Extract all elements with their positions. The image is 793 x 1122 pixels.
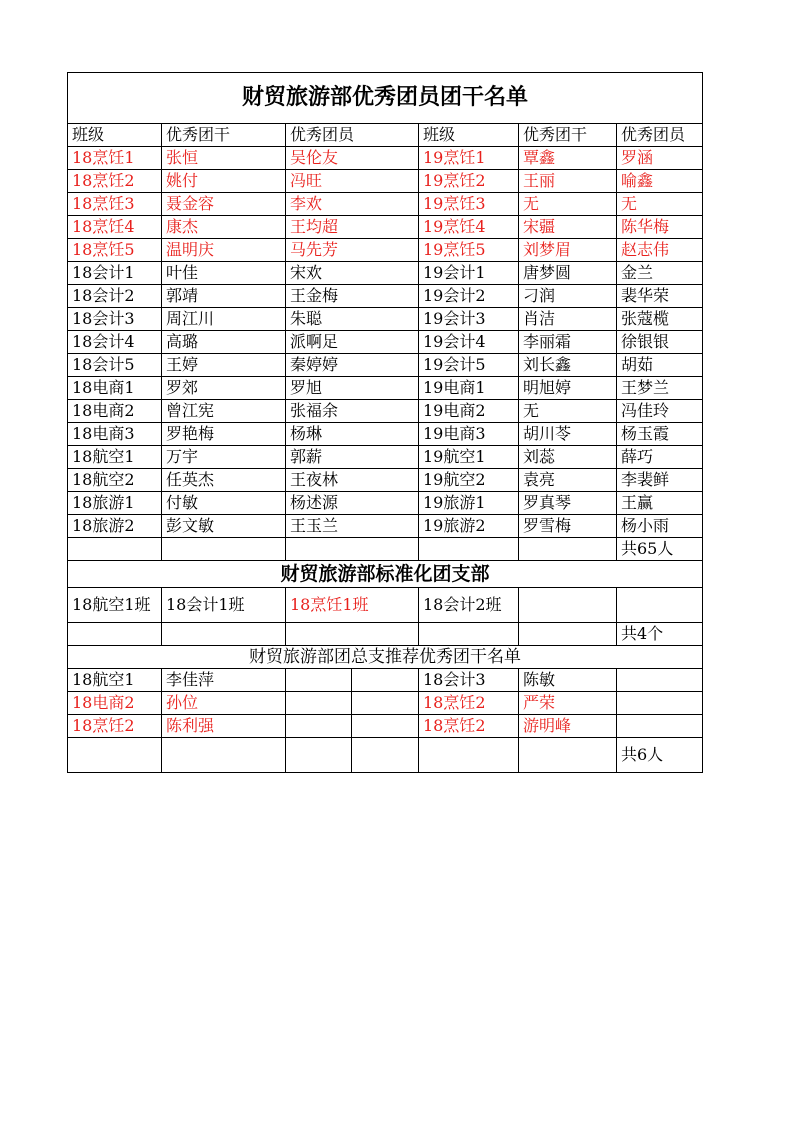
cadre-cell[interactable]: 万宇: [162, 446, 286, 469]
empty-cell[interactable]: [617, 669, 703, 692]
empty-cell[interactable]: [519, 623, 617, 646]
cadre-cell[interactable]: 刁润: [519, 285, 617, 308]
class-cell[interactable]: 18旅游1: [68, 492, 162, 515]
empty-cell[interactable]: [68, 738, 162, 773]
table-row: [68, 193, 703, 216]
empty-cell[interactable]: [162, 538, 286, 561]
table-row: [68, 170, 703, 193]
empty-cell[interactable]: [352, 669, 419, 692]
class-cell[interactable]: 19会计1: [419, 262, 519, 285]
member-cell[interactable]: 张福余: [286, 400, 419, 423]
total-row: [68, 738, 703, 773]
member-cell[interactable]: 王金梅: [286, 285, 419, 308]
empty-cell[interactable]: [162, 623, 286, 646]
empty-cell[interactable]: [519, 538, 617, 561]
member-cell[interactable]: 无: [617, 193, 703, 216]
header-row: [68, 124, 703, 147]
cadre-cell[interactable]: 袁亮: [519, 469, 617, 492]
member-cell[interactable]: 冯佳玲: [617, 400, 703, 423]
cadre-cell[interactable]: 唐梦圆: [519, 262, 617, 285]
cadre-cell[interactable]: 无: [519, 400, 617, 423]
empty-cell[interactable]: [617, 588, 703, 623]
cadre-cell[interactable]: 罗真琴: [519, 492, 617, 515]
class-cell[interactable]: 19烹饪2: [419, 170, 519, 193]
empty-cell[interactable]: [286, 738, 352, 773]
empty-cell[interactable]: [286, 538, 419, 561]
cadre-cell[interactable]: 游明峰: [519, 715, 617, 738]
class-cell[interactable]: 18烹饪2: [68, 170, 162, 193]
class-cell[interactable]: 18烹饪2: [419, 692, 519, 715]
class-cell[interactable]: 18会计3: [68, 308, 162, 331]
cadre-cell[interactable]: 李佳萍: [162, 669, 286, 692]
cadre-cell[interactable]: 付敏: [162, 492, 286, 515]
member-cell[interactable]: 喻鑫: [617, 170, 703, 193]
member-cell[interactable]: 金兰: [617, 262, 703, 285]
header-cadre-2[interactable]: 优秀团干: [519, 124, 617, 147]
table-row: [68, 492, 703, 515]
table-row: [68, 354, 703, 377]
cadre-cell[interactable]: 聂金容: [162, 193, 286, 216]
member-cell[interactable]: 秦婷婷: [286, 354, 419, 377]
class-cell[interactable]: 18电商3: [68, 423, 162, 446]
member-cell[interactable]: 宋欢: [286, 262, 419, 285]
cadre-cell[interactable]: 罗艳梅: [162, 423, 286, 446]
member-cell[interactable]: 朱聪: [286, 308, 419, 331]
table-row: [68, 692, 703, 715]
member-cell[interactable]: 王梦兰: [617, 377, 703, 400]
class-cell[interactable]: 19会计4: [419, 331, 519, 354]
empty-cell[interactable]: [68, 623, 162, 646]
class-cell[interactable]: 19会计2: [419, 285, 519, 308]
table-row: [68, 331, 703, 354]
member-cell[interactable]: 赵志伟: [617, 239, 703, 262]
class-cell[interactable]: 19烹饪5: [419, 239, 519, 262]
member-cell[interactable]: 陈华梅: [617, 216, 703, 239]
class-cell[interactable]: 18烹饪1: [68, 147, 162, 170]
cadre-cell[interactable]: 刘梦眉: [519, 239, 617, 262]
class-cell[interactable]: 18航空2: [68, 469, 162, 492]
cadre-cell[interactable]: 肖洁: [519, 308, 617, 331]
table-row: [68, 147, 703, 170]
class-cell[interactable]: 18烹饪3: [68, 193, 162, 216]
class-cell[interactable]: 18旅游2: [68, 515, 162, 538]
table-row: [68, 216, 703, 239]
member-cell[interactable]: 杨玉霞: [617, 423, 703, 446]
total-count[interactable]: 共4个: [617, 623, 703, 646]
class-cell[interactable]: 18烹饪5: [68, 239, 162, 262]
table-row: [68, 285, 703, 308]
member-cell[interactable]: 王均超: [286, 216, 419, 239]
table-row: [68, 446, 703, 469]
cadre-cell[interactable]: 王丽: [519, 170, 617, 193]
empty-cell[interactable]: [68, 538, 162, 561]
member-cell[interactable]: 薛巧: [617, 446, 703, 469]
cadre-cell[interactable]: 曾江宪: [162, 400, 286, 423]
cadre-cell[interactable]: 刘长鑫: [519, 354, 617, 377]
table-row: [68, 515, 703, 538]
class-cell[interactable]: 19旅游1: [419, 492, 519, 515]
class-cell[interactable]: 19会计5: [419, 354, 519, 377]
class-cell[interactable]: 18电商2: [68, 692, 162, 715]
cadre-cell[interactable]: 宋疆: [519, 216, 617, 239]
member-cell[interactable]: 郭薪: [286, 446, 419, 469]
member-cell[interactable]: 派啊足: [286, 331, 419, 354]
section-title[interactable]: 财贸旅游部团总支推荐优秀团干名单: [68, 646, 703, 669]
cadre-cell[interactable]: 罗雪梅: [519, 515, 617, 538]
cadre-cell[interactable]: 周江川: [162, 308, 286, 331]
member-cell[interactable]: 王夜林: [286, 469, 419, 492]
table-row: [68, 715, 703, 738]
class-cell[interactable]: 18电商1: [68, 377, 162, 400]
class-cell[interactable]: 19电商1: [419, 377, 519, 400]
empty-cell[interactable]: [419, 538, 519, 561]
section-title[interactable]: 财贸旅游部标准化团支部: [68, 561, 703, 588]
cadre-cell[interactable]: 叶佳: [162, 262, 286, 285]
branch-cell[interactable]: 18航空1班: [68, 588, 162, 623]
cadre-cell[interactable]: 王婷: [162, 354, 286, 377]
member-cell[interactable]: 冯旺: [286, 170, 419, 193]
cadre-cell[interactable]: 李丽霜: [519, 331, 617, 354]
member-cell[interactable]: 吴伦友: [286, 147, 419, 170]
class-cell[interactable]: 19航空2: [419, 469, 519, 492]
cadre-cell[interactable]: 刘蕊: [519, 446, 617, 469]
cadre-cell[interactable]: 温明庆: [162, 239, 286, 262]
member-cell[interactable]: 胡茹: [617, 354, 703, 377]
table-row: [68, 308, 703, 331]
class-cell[interactable]: 18航空1: [68, 446, 162, 469]
total-row: [68, 623, 703, 646]
cadre-cell[interactable]: 严荣: [519, 692, 617, 715]
empty-cell[interactable]: [286, 715, 352, 738]
class-cell[interactable]: 18会计5: [68, 354, 162, 377]
total-row: [68, 538, 703, 561]
class-cell[interactable]: 18电商2: [68, 400, 162, 423]
member-cell[interactable]: 杨述源: [286, 492, 419, 515]
empty-cell[interactable]: [352, 692, 419, 715]
member-cell[interactable]: 杨琳: [286, 423, 419, 446]
class-cell[interactable]: 18会计3: [419, 669, 519, 692]
cadre-cell[interactable]: 覃鑫: [519, 147, 617, 170]
table-row: [68, 400, 703, 423]
cadre-cell[interactable]: 郭靖: [162, 285, 286, 308]
header-class-2[interactable]: 班级: [419, 124, 519, 147]
branch-row: [68, 588, 703, 623]
cadre-cell[interactable]: 任英杰: [162, 469, 286, 492]
cadre-cell[interactable]: 彭文敏: [162, 515, 286, 538]
empty-cell[interactable]: [352, 738, 419, 773]
member-cell[interactable]: 杨小雨: [617, 515, 703, 538]
header-class-1[interactable]: 班级: [68, 124, 162, 147]
empty-cell[interactable]: [519, 738, 617, 773]
class-cell[interactable]: 18航空1: [68, 669, 162, 692]
branch-cell[interactable]: 18会计2班: [419, 588, 519, 623]
header-member-1[interactable]: 优秀团员: [286, 124, 419, 147]
cadre-cell[interactable]: 孙位: [162, 692, 286, 715]
cadre-cell[interactable]: 陈敏: [519, 669, 617, 692]
cadre-cell[interactable]: 罗郊: [162, 377, 286, 400]
member-cell[interactable]: 张蔻榄: [617, 308, 703, 331]
cadre-cell[interactable]: 胡川苓: [519, 423, 617, 446]
branch-cell[interactable]: 18烹饪1班: [286, 588, 419, 623]
cadre-cell[interactable]: 明旭婷: [519, 377, 617, 400]
cadre-cell[interactable]: 姚付: [162, 170, 286, 193]
section-title-row: [68, 646, 703, 669]
member-cell[interactable]: 马先芳: [286, 239, 419, 262]
section-title-row: [68, 561, 703, 588]
table-row: [68, 469, 703, 492]
empty-cell[interactable]: [617, 715, 703, 738]
table-row: [68, 377, 703, 400]
class-cell[interactable]: 19会计3: [419, 308, 519, 331]
page-title: 财贸旅游部优秀团员团干名单: [68, 73, 703, 124]
table-row: [68, 669, 703, 692]
branch-cell[interactable]: 18会计1班: [162, 588, 286, 623]
class-cell[interactable]: 19电商3: [419, 423, 519, 446]
cadre-cell[interactable]: 张恒: [162, 147, 286, 170]
class-cell[interactable]: 18会计4: [68, 331, 162, 354]
table-row: [68, 423, 703, 446]
total-count[interactable]: 共65人: [617, 538, 703, 561]
table-row: [68, 262, 703, 285]
cadre-cell[interactable]: 无: [519, 193, 617, 216]
empty-cell[interactable]: [286, 623, 419, 646]
empty-cell[interactable]: [419, 623, 519, 646]
class-cell[interactable]: 18烹饪4: [68, 216, 162, 239]
member-cell[interactable]: 罗涵: [617, 147, 703, 170]
class-cell[interactable]: 19电商2: [419, 400, 519, 423]
empty-cell[interactable]: [519, 588, 617, 623]
empty-cell[interactable]: [286, 692, 352, 715]
total-count[interactable]: 共6人: [617, 738, 703, 773]
member-cell[interactable]: 裴华荣: [617, 285, 703, 308]
empty-cell[interactable]: [352, 715, 419, 738]
member-cell[interactable]: 罗旭: [286, 377, 419, 400]
member-cell[interactable]: 王玉兰: [286, 515, 419, 538]
cadre-cell[interactable]: 康杰: [162, 216, 286, 239]
table-row: [68, 239, 703, 262]
class-cell[interactable]: 19烹饪4: [419, 216, 519, 239]
member-cell[interactable]: 李裴鲜: [617, 469, 703, 492]
cadre-cell[interactable]: 陈利强: [162, 715, 286, 738]
header-cadre-1[interactable]: 优秀团干: [162, 124, 286, 147]
empty-cell[interactable]: [419, 738, 519, 773]
member-cell[interactable]: 李欢: [286, 193, 419, 216]
empty-cell[interactable]: [617, 692, 703, 715]
class-cell[interactable]: 18烹饪2: [419, 715, 519, 738]
class-cell[interactable]: 19烹饪1: [419, 147, 519, 170]
class-cell[interactable]: 19烹饪3: [419, 193, 519, 216]
class-cell[interactable]: 19旅游2: [419, 515, 519, 538]
member-cell[interactable]: 王赢: [617, 492, 703, 515]
empty-cell[interactable]: [286, 669, 352, 692]
title-row: [68, 73, 703, 124]
class-cell[interactable]: 18烹饪2: [68, 715, 162, 738]
class-cell[interactable]: 18会计1: [68, 262, 162, 285]
spreadsheet-sheet: [67, 72, 702, 773]
class-cell[interactable]: 19航空1: [419, 446, 519, 469]
member-cell[interactable]: 徐银银: [617, 331, 703, 354]
header-member-2[interactable]: 优秀团员: [617, 124, 703, 147]
class-cell[interactable]: 18会计2: [68, 285, 162, 308]
empty-cell[interactable]: [162, 738, 286, 773]
honor-table: [67, 72, 703, 773]
cadre-cell[interactable]: 高璐: [162, 331, 286, 354]
